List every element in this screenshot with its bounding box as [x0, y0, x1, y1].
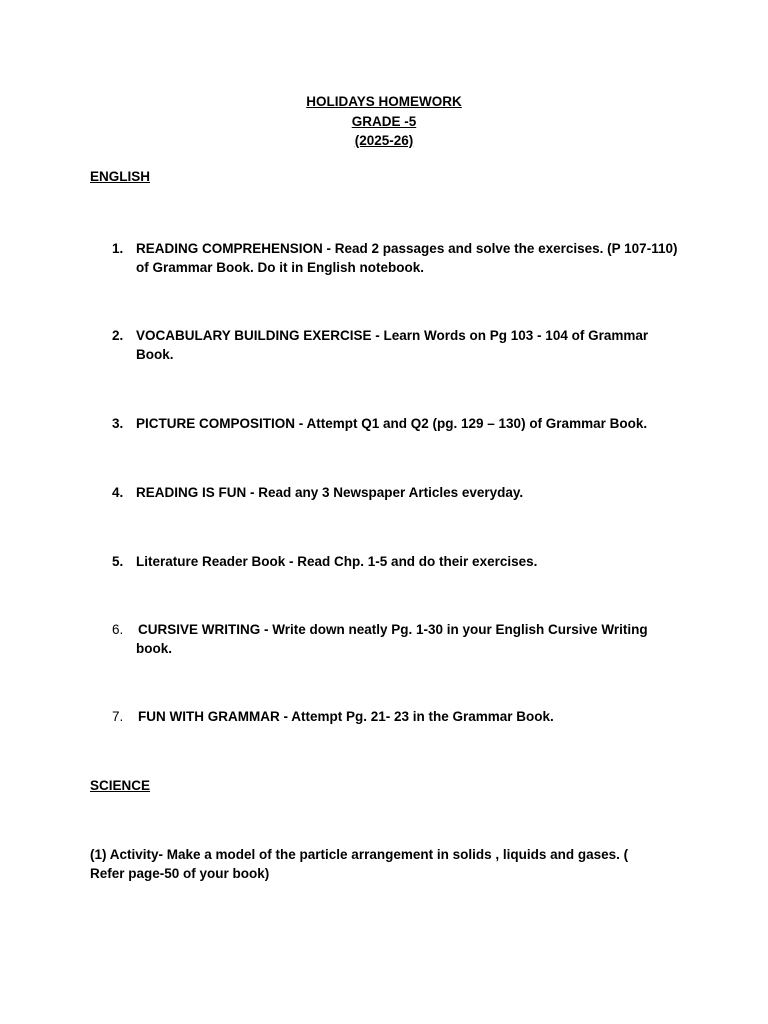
list-item-text: VOCABULARY BUILDING EXERCISE - Learn Words on Pg 103 - 104 of Grammar Book. [136, 328, 649, 362]
list-item-text: READING IS FUN - Read any 3 Newspaper Articles everyday. [136, 485, 524, 500]
english-item-3 [112, 415, 682, 434]
science-item-1: (1) Activity- Make a model of the particle arrangement in solids , liquids and gases. ( Refer page-50 of your book) [90, 847, 629, 881]
science-heading: SCIENCE [90, 778, 151, 793]
english-item-5 [112, 553, 682, 572]
english-item-7 [112, 708, 682, 727]
list-number: 1. [112, 241, 124, 256]
list-item-text: CURSIVE WRITING - Write down neatly Pg. 1-30 in your English Cursive Writing book. [136, 622, 648, 656]
document-header [0, 92, 768, 151]
english-item-4 [112, 484, 682, 503]
list-item-text: FUN WITH GRAMMAR - Attempt Pg. 21- 23 in the Grammar Book. [138, 709, 554, 724]
list-number: 7. [112, 709, 124, 724]
grade-label: GRADE -5 [351, 113, 417, 129]
list-item-text: PICTURE COMPOSITION - Attempt Q1 and Q2 (pg. 129 – 130) of Grammar Book. [136, 416, 648, 431]
english-item-1 [112, 240, 682, 277]
list-item-text: Literature Reader Book - Read Chp. 1-5 and do their exercises. [136, 554, 538, 569]
list-number: 6. [112, 622, 124, 637]
document-title: HOLIDAYS HOMEWORK [306, 94, 462, 109]
list-number: 3. [112, 416, 124, 431]
session-label: (2025-26) [354, 133, 414, 148]
english-item-2 [112, 327, 682, 364]
english-item-6 [112, 621, 682, 658]
list-number: 2. [112, 328, 124, 343]
list-item-text: READING COMPREHENSION - Read 2 passages and solve the exercises. (P 107-110) of Grammar Book. Do it in English notebook. [136, 241, 678, 275]
list-number: 4. [112, 485, 124, 500]
english-heading: ENGLISH [90, 169, 151, 184]
list-number: 5. [112, 554, 124, 569]
